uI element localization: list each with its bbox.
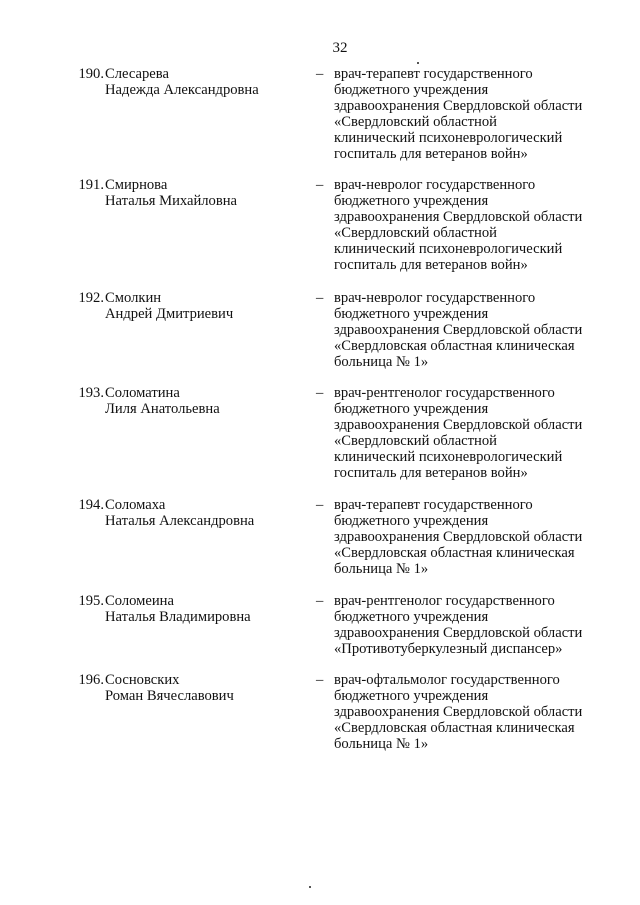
position-description (334, 672, 614, 752)
description-line: «Противотуберкулезный диспансер» (334, 641, 563, 657)
description-line: здравоохранения Свердловской области (334, 417, 583, 433)
person-name (105, 66, 305, 98)
description-line: больница № 1» (334, 736, 429, 752)
description-line: врач-невролог государственного (334, 290, 536, 306)
person-name (105, 497, 305, 529)
given-name: Наталья Владимировна (105, 609, 251, 625)
description-line: больница № 1» (334, 561, 429, 577)
entry-number: 193. (78, 385, 104, 401)
entry-number: 195. (78, 593, 104, 609)
description-line: здравоохранения Свердловской области (334, 322, 583, 338)
position-description (334, 177, 614, 273)
dash: – (316, 66, 324, 82)
page-number: 32 (332, 40, 348, 56)
description-line: госпиталь для ветеранов войн» (334, 257, 528, 273)
surname: Соломаха (105, 497, 166, 513)
given-name: Наталья Михайловна (105, 193, 238, 209)
surname: Смирнова (105, 177, 168, 193)
description-line: «Свердловский областной (334, 433, 497, 449)
description-line: «Свердловский областной (334, 114, 497, 130)
entry-number: 191. (78, 177, 104, 193)
surname: Слесарева (105, 66, 169, 82)
entry-number: 196. (78, 672, 104, 688)
surname: Соломеина (105, 593, 174, 609)
description-line: больница № 1» (334, 354, 429, 370)
description-line: здравоохранения Свердловской области (334, 529, 583, 545)
dash: – (316, 385, 324, 401)
surname: Смолкин (105, 290, 162, 306)
dash: – (316, 672, 324, 688)
dash: – (316, 290, 324, 306)
dash: – (316, 497, 324, 513)
person-name (105, 385, 305, 417)
surname: Сосновских (105, 672, 180, 688)
description-line: бюджетного учреждения (334, 401, 489, 417)
description-line: здравоохранения Свердловской области (334, 625, 583, 641)
scan-speck (309, 886, 311, 888)
surname: Соломатина (105, 385, 180, 401)
description-line: врач-терапевт государственного (334, 66, 533, 82)
description-line: бюджетного учреждения (334, 513, 489, 529)
description-line: «Свердловская областная клиническая (334, 720, 575, 736)
position-description (334, 593, 614, 657)
given-name: Лиля Анатольевна (105, 401, 220, 417)
description-line: врач-рентгенолог государственного (334, 385, 555, 401)
position-description (334, 385, 614, 481)
scan-speck (417, 62, 419, 64)
position-description (334, 290, 614, 370)
description-line: здравоохранения Свердловской области (334, 209, 583, 225)
description-line: бюджетного учреждения (334, 193, 489, 209)
description-line: «Свердловская областная клиническая (334, 338, 575, 354)
given-name: Надежда Александровна (105, 82, 259, 98)
description-line: здравоохранения Свердловской области (334, 98, 583, 114)
person-name (105, 290, 305, 322)
person-name (105, 177, 305, 209)
position-description (334, 497, 614, 577)
description-line: здравоохранения Свердловской области (334, 704, 583, 720)
dash: – (316, 177, 324, 193)
description-line: бюджетного учреждения (334, 82, 489, 98)
description-line: госпиталь для ветеранов войн» (334, 465, 528, 481)
given-name: Наталья Александровна (105, 513, 255, 529)
entry-number: 194. (78, 497, 104, 513)
given-name: Роман Вячеславович (105, 688, 234, 704)
description-line: «Свердловская областная клиническая (334, 545, 575, 561)
given-name: Андрей Дмитриевич (105, 306, 234, 322)
description-line: врач-рентгенолог государственного (334, 593, 555, 609)
description-line: «Свердловский областной (334, 225, 497, 241)
description-line: клинический психоневрологический (334, 130, 563, 146)
description-line: бюджетного учреждения (334, 609, 489, 625)
person-name (105, 672, 305, 704)
description-line: врач-терапевт государственного (334, 497, 533, 513)
description-line: врач-офтальмолог государственного (334, 672, 560, 688)
description-line: госпиталь для ветеранов войн» (334, 146, 528, 162)
position-description (334, 66, 614, 162)
description-line: клинический психоневрологический (334, 241, 563, 257)
person-name (105, 593, 305, 625)
description-line: врач-невролог государственного (334, 177, 536, 193)
entry-number: 190. (78, 66, 104, 82)
description-line: бюджетного учреждения (334, 306, 489, 322)
dash: – (316, 593, 324, 609)
description-line: клинический психоневрологический (334, 449, 563, 465)
entry-number: 192. (78, 290, 104, 306)
description-line: бюджетного учреждения (334, 688, 489, 704)
